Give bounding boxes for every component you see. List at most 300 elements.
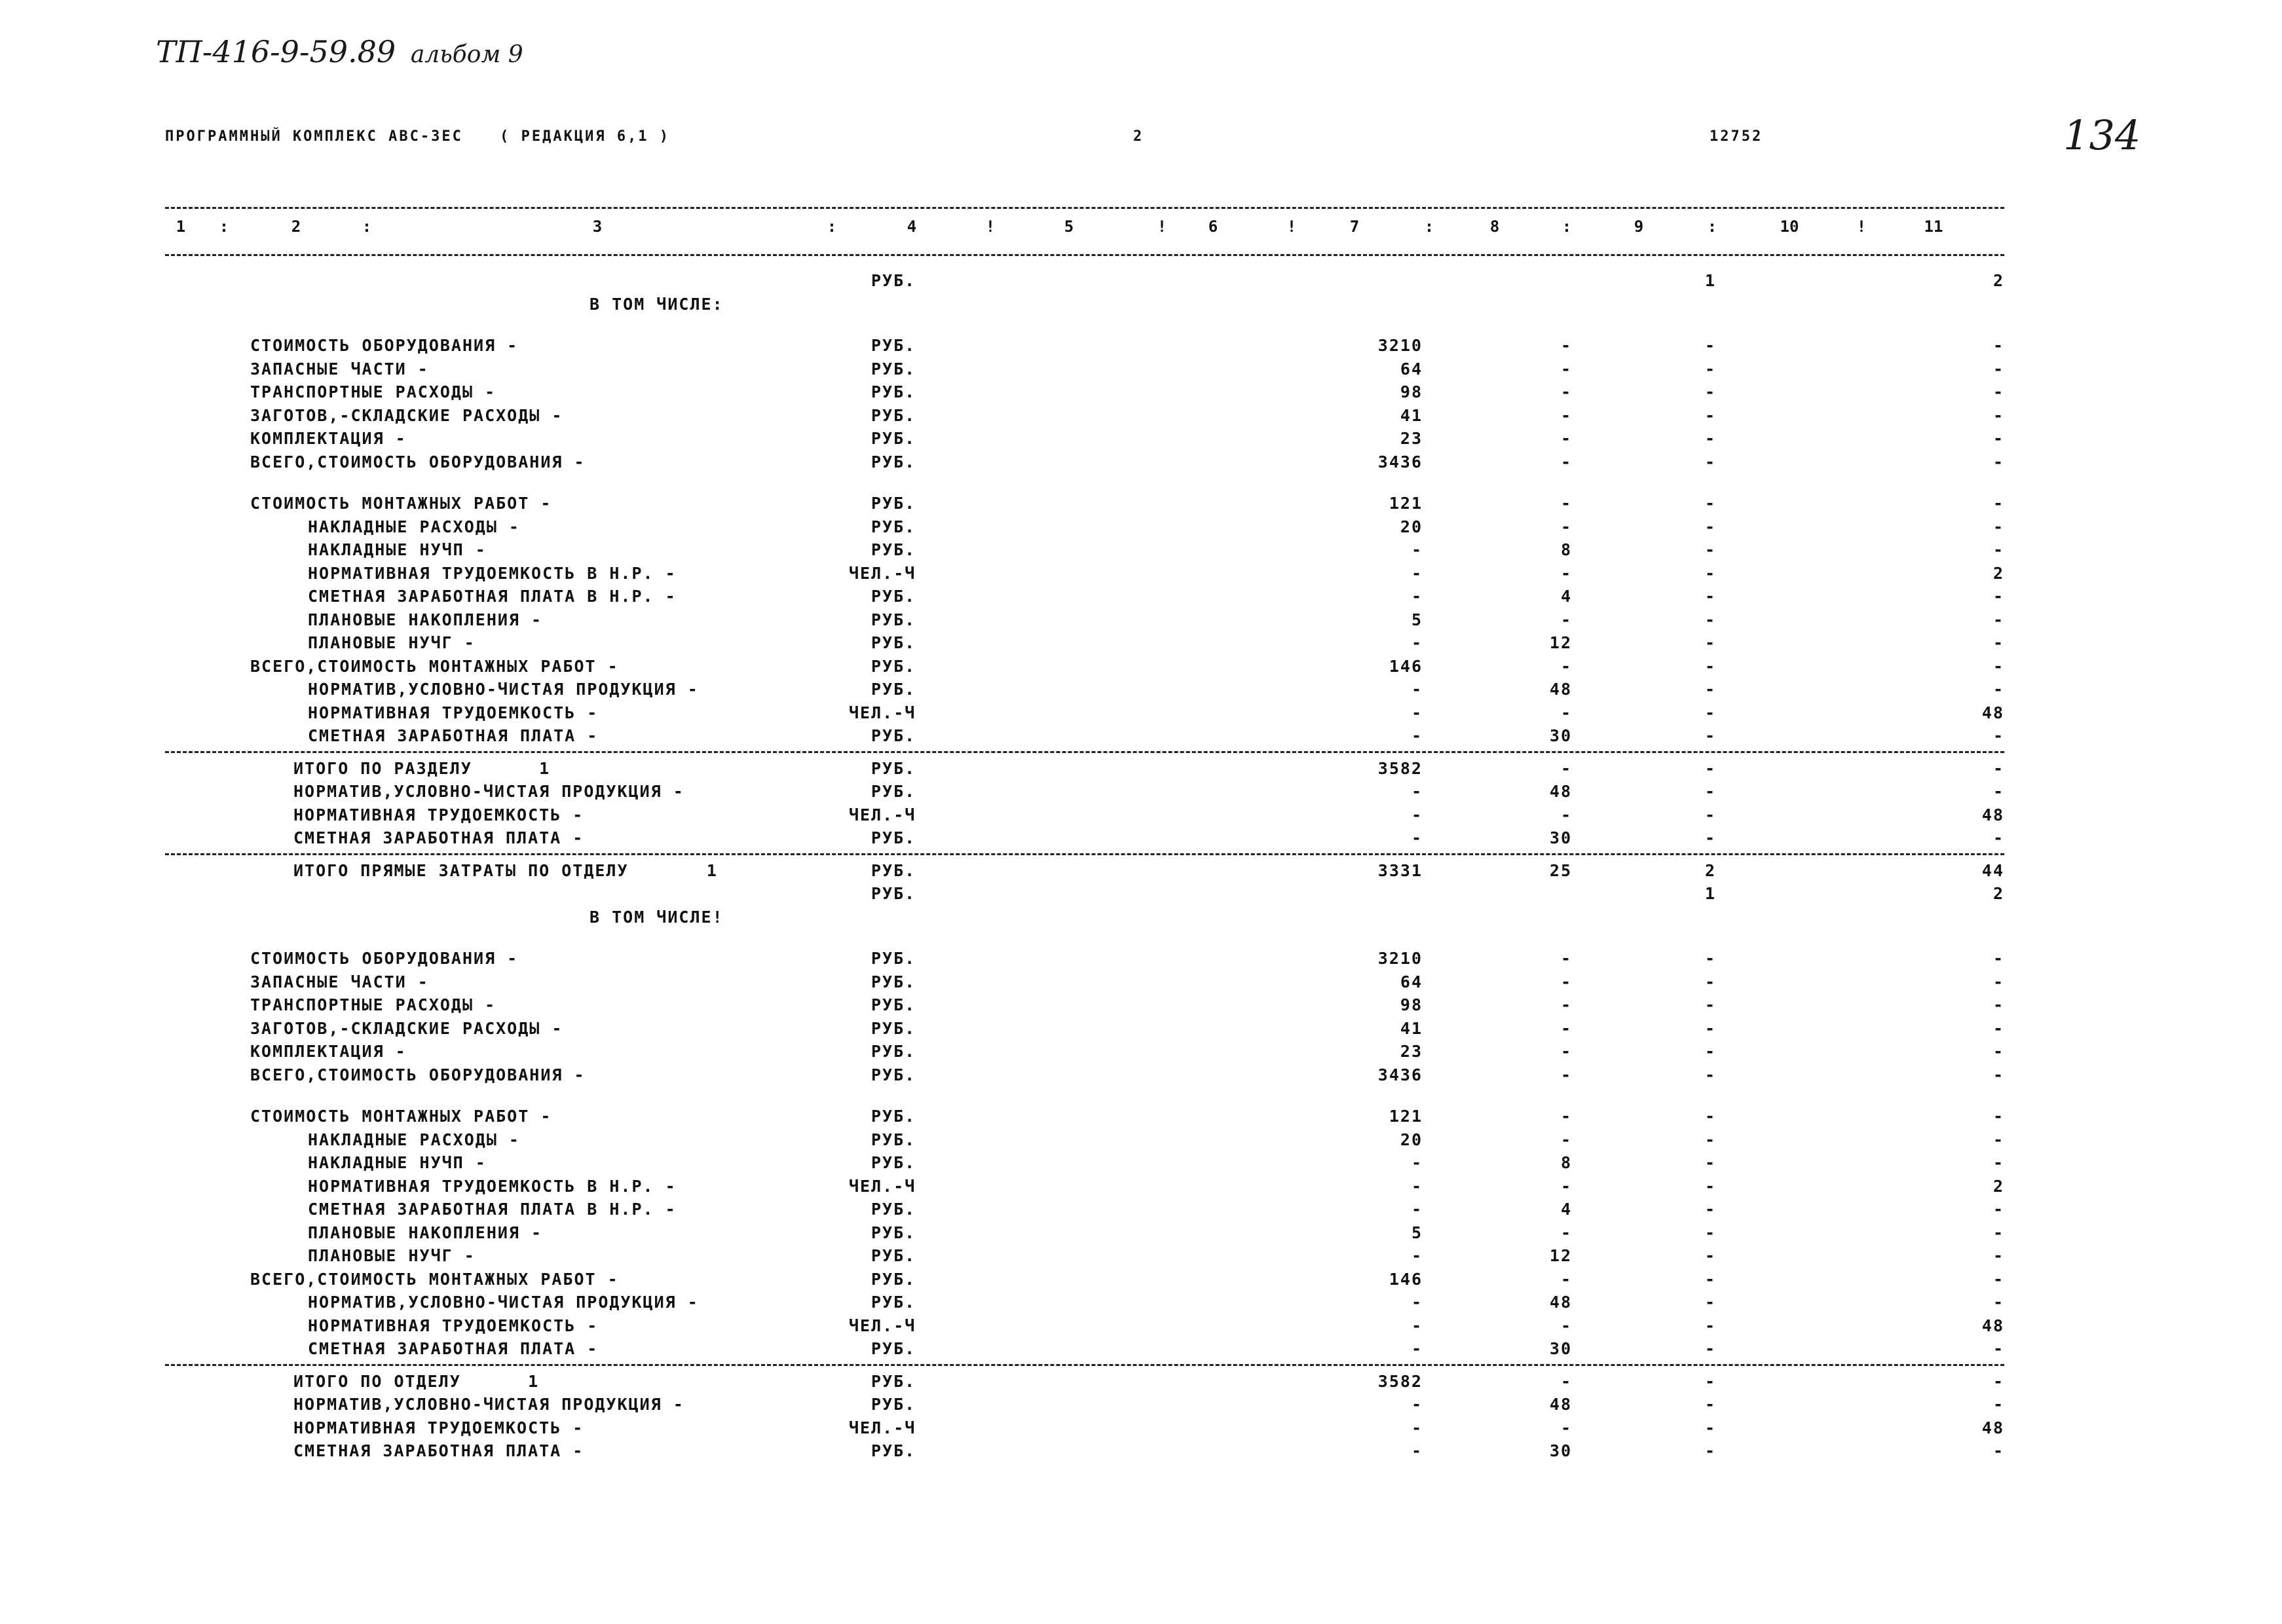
row-value-c9: -: [1704, 828, 1716, 847]
row-value-c11: -: [1992, 494, 2004, 513]
table-row: [0, 1293, 2282, 1315]
row-value-c8: 4: [1560, 587, 1572, 606]
section-rule: [165, 1364, 2004, 1366]
row-value-c7: 3210: [1377, 336, 1423, 355]
column-number-row: [165, 217, 2004, 240]
row-label: НАКЛАДНЫЕ РАСХОДЫ -: [308, 517, 520, 536]
row-unit: РУБ.: [871, 452, 916, 471]
row-value-c8: 12: [1549, 633, 1572, 652]
table-row: [0, 1177, 2282, 1199]
row-label: ПЛАНОВЫЕ НУЧГ -: [308, 633, 476, 652]
row-value-c9: -: [1704, 1269, 1716, 1289]
row-value-c8: -: [1560, 949, 1572, 968]
table-row: [0, 336, 2282, 358]
row-value-c7: -: [1411, 587, 1423, 606]
row-value-c9: -: [1704, 1441, 1716, 1460]
row-label: НОРМАТИВ,УСЛОВНО-ЧИСТАЯ ПРОДУКЦИЯ -: [308, 1293, 699, 1312]
row-value-c9: -: [1704, 1316, 1716, 1335]
row-value-c7: -: [1411, 1418, 1423, 1437]
header-bottom-rule: [165, 254, 2004, 256]
row-value-c7: 64: [1400, 359, 1423, 378]
row-value-c9: -: [1704, 336, 1716, 355]
row-value-c11: -: [1992, 1018, 2004, 1038]
row-label: НОРМАТИВ,УСЛОВНО-ЧИСТАЯ ПРОДУКЦИЯ -: [308, 680, 699, 699]
row-value-c11: -: [1992, 336, 2004, 355]
row-value-c9: -: [1704, 359, 1716, 378]
row-unit: ЧЕЛ.-Ч: [849, 563, 916, 583]
row-value-c7: -: [1411, 540, 1423, 559]
row-unit: РУБ.: [871, 828, 916, 847]
table-row: [0, 382, 2282, 405]
row-value-c9: 1: [1704, 271, 1716, 290]
column-number-15: :: [1562, 217, 1572, 236]
row-value-c8: 30: [1549, 1441, 1572, 1460]
row-value-c7: -: [1411, 563, 1423, 583]
row-value-c7: -: [1411, 703, 1423, 722]
row-value-c11: -: [1992, 1371, 2004, 1391]
row-value-c8: -: [1560, 656, 1572, 676]
row-value-c7: 121: [1389, 494, 1423, 513]
table-row: [0, 1130, 2282, 1153]
row-label: КОМПЛЕКТАЦИЯ -: [250, 1042, 407, 1061]
table-row: [0, 759, 2282, 781]
row-unit: РУБ.: [871, 359, 916, 378]
row-value-c11: 48: [1981, 703, 2004, 722]
row-value-c11: -: [1992, 680, 2004, 699]
column-number-17: :: [1707, 217, 1717, 236]
row-unit: РУБ.: [871, 995, 916, 1014]
row-value-c9: -: [1704, 610, 1716, 629]
row-unit: РУБ.: [871, 1042, 916, 1061]
table-row: [0, 429, 2282, 451]
row-value-c7: 5: [1411, 1223, 1423, 1242]
row-value-c7: 3436: [1377, 452, 1423, 471]
row-value-c8: 48: [1549, 680, 1572, 699]
row-label: СТОИМОСТЬ МОНТАЖНЫХ РАБОТ -: [250, 1107, 552, 1126]
table-row: [0, 540, 2282, 563]
row-value-c9: -: [1704, 1200, 1716, 1219]
column-number-7: !: [985, 217, 996, 236]
row-value-c11: -: [1992, 517, 2004, 536]
table-row: [0, 610, 2282, 633]
row-value-c9: -: [1704, 1223, 1716, 1242]
row-value-c11: -: [1992, 656, 2004, 676]
row-value-c8: -: [1560, 336, 1572, 355]
row-unit: РУБ.: [871, 1153, 916, 1172]
row-unit: РУБ.: [871, 540, 916, 559]
row-value-c9: -: [1704, 1418, 1716, 1437]
row-value-c9: -: [1704, 1293, 1716, 1312]
row-value-c11: 2: [1992, 271, 2004, 290]
row-value-c7: -: [1411, 1339, 1423, 1358]
row-label: НАКЛАДНЫЕ НУЧП -: [308, 540, 487, 559]
row-value-c11: -: [1992, 758, 2004, 778]
row-unit: РУБ.: [871, 336, 916, 355]
row-value-c8: 48: [1549, 1293, 1572, 1312]
row-value-c7: -: [1411, 1246, 1423, 1265]
table-row: [0, 452, 2282, 475]
table-row: [0, 1372, 2282, 1394]
row-value-c8: -: [1560, 972, 1572, 991]
row-value-c7: 121: [1389, 1107, 1423, 1126]
row-value-c9: -: [1704, 972, 1716, 991]
row-value-c11: -: [1992, 782, 2004, 801]
row-value-c8: -: [1560, 1018, 1572, 1038]
row-value-c7: 41: [1400, 405, 1423, 425]
row-value-c8: -: [1560, 1176, 1572, 1196]
row-value-c8: 30: [1549, 1339, 1572, 1358]
row-value-c9: -: [1704, 452, 1716, 471]
row-value-c9: -: [1704, 782, 1716, 801]
row-value-c9: 1: [1704, 884, 1716, 903]
row-value-c9: -: [1704, 758, 1716, 778]
row-unit: РУБ.: [871, 1339, 916, 1358]
row-value-c11: -: [1992, 1130, 2004, 1149]
table-row: [0, 633, 2282, 655]
row-value-c8: 8: [1560, 1153, 1572, 1172]
row-value-c7: 64: [1400, 972, 1423, 991]
row-label: ВСЕГО,СТОИМОСТЬ ОБОРУДОВАНИЯ -: [250, 452, 586, 471]
row-value-c9: -: [1704, 949, 1716, 968]
row-value-c9: -: [1704, 656, 1716, 676]
row-value-c8: -: [1560, 610, 1572, 629]
row-unit: РУБ.: [871, 1065, 916, 1084]
row-label: СМЕТНАЯ ЗАРАБОТНАЯ ПЛАТА -: [293, 1441, 584, 1460]
table-row: [0, 1441, 2282, 1464]
row-label: КОМПЛЕКТАЦИЯ -: [250, 429, 407, 448]
table-row: [0, 726, 2282, 748]
row-value-c9: -: [1704, 703, 1716, 722]
row-label: НОРМАТИВНАЯ ТРУДОЕМКОСТЬ -: [308, 703, 599, 722]
row-value-c9: -: [1704, 1153, 1716, 1172]
column-number-4: 3: [592, 217, 603, 236]
row-unit: РУБ.: [871, 1293, 916, 1312]
header-top-rule: [165, 207, 2004, 209]
row-value-c11: 2: [1992, 884, 2004, 903]
row-label: ЗАПАСНЫЕ ЧАСТИ -: [250, 359, 429, 378]
row-label: ПЛАНОВЫЕ НАКОПЛЕНИЯ -: [308, 610, 543, 629]
table-row: [0, 1042, 2282, 1064]
row-value-c8: 48: [1549, 1395, 1572, 1414]
row-value-c7: 146: [1389, 1269, 1423, 1289]
row-value-c11: 48: [1981, 1316, 2004, 1335]
row-value-c11: -: [1992, 610, 2004, 629]
row-value-c9: -: [1704, 382, 1716, 401]
column-number-3: :: [362, 217, 372, 236]
row-label: СМЕТНАЯ ЗАРАБОТНАЯ ПЛАТА -: [293, 828, 584, 847]
row-value-c8: -: [1560, 359, 1572, 378]
row-unit: РУБ.: [871, 1223, 916, 1242]
row-value-c7: 3582: [1377, 1371, 1423, 1391]
row-value-c8: -: [1560, 1107, 1572, 1126]
document-code: 12752: [1710, 128, 1763, 145]
row-unit: РУБ.: [871, 1371, 916, 1391]
row-value-c11: -: [1992, 995, 2004, 1014]
row-unit: РУБ.: [871, 610, 916, 629]
row-value-c7: -: [1411, 726, 1423, 745]
column-number-19: !: [1856, 217, 1867, 236]
table-row: [0, 828, 2282, 851]
row-value-c7: -: [1411, 1293, 1423, 1312]
row-value-c9: -: [1704, 540, 1716, 559]
table-row: [0, 494, 2282, 516]
row-value-c11: -: [1992, 1153, 2004, 1172]
row-label: ИТОГО ПО ОТДЕЛУ 1: [293, 1371, 540, 1391]
program-title: [165, 128, 670, 145]
row-unit: РУБ.: [871, 1200, 916, 1219]
row-unit: РУБ.: [871, 758, 916, 778]
table-row: [0, 908, 2282, 930]
row-value-c7: -: [1411, 1200, 1423, 1219]
row-label: ЗАГОТОВ,-СКЛАДСКИЕ РАСХОДЫ -: [250, 405, 563, 425]
row-label: ВСЕГО,СТОИМОСТЬ МОНТАЖНЫХ РАБОТ -: [250, 656, 619, 676]
row-label: В ТОМ ЧИСЛЕ!: [589, 907, 724, 927]
row-value-c9: -: [1704, 1395, 1716, 1414]
row-value-c9: -: [1704, 1176, 1716, 1196]
row-value-c8: -: [1560, 805, 1572, 824]
row-value-c11: 48: [1981, 805, 2004, 824]
row-label: ВСЕГО,СТОИМОСТЬ ОБОРУДОВАНИЯ -: [250, 1065, 586, 1084]
row-value-c11: -: [1992, 429, 2004, 448]
row-value-c11: -: [1992, 1339, 2004, 1358]
row-value-c7: -: [1411, 828, 1423, 847]
row-unit: РУБ.: [871, 1018, 916, 1038]
handwritten-page-number: 134: [2063, 111, 2141, 159]
table-row: [0, 1395, 2282, 1417]
row-unit: РУБ.: [871, 1269, 916, 1289]
table-row: [0, 587, 2282, 609]
row-unit: РУБ.: [871, 726, 916, 745]
row-unit: ЧЕЛ.-Ч: [849, 1418, 916, 1437]
section-rule: [165, 751, 2004, 753]
table-row: [0, 949, 2282, 971]
row-value-c7: -: [1411, 782, 1423, 801]
row-value-c9: -: [1704, 805, 1716, 824]
row-value-c11: -: [1992, 1200, 2004, 1219]
row-label: СМЕТНАЯ ЗАРАБОТНАЯ ПЛАТА -: [308, 726, 599, 745]
row-unit: РУБ.: [871, 1395, 916, 1414]
row-unit: РУБ.: [871, 271, 916, 290]
row-value-c11: -: [1992, 1223, 2004, 1242]
row-unit: РУБ.: [871, 429, 916, 448]
row-value-c8: 4: [1560, 1200, 1572, 1219]
row-value-c9: -: [1704, 995, 1716, 1014]
row-value-c11: 2: [1992, 1176, 2004, 1196]
column-number-8: 5: [1064, 217, 1074, 236]
table-row: [0, 782, 2282, 804]
row-value-c8: -: [1560, 995, 1572, 1014]
row-value-c11: 48: [1981, 1418, 2004, 1437]
row-value-c7: -: [1411, 805, 1423, 824]
row-label: СТОИМОСТЬ ОБОРУДОВАНИЯ -: [250, 949, 519, 968]
table-row: [0, 805, 2282, 828]
handwritten-code: [156, 34, 523, 69]
row-unit: РУБ.: [871, 1441, 916, 1460]
table-row: [0, 995, 2282, 1018]
row-value-c11: -: [1992, 1042, 2004, 1061]
table-row: [0, 1019, 2282, 1041]
row-unit: РУБ.: [871, 405, 916, 425]
row-value-c7: 3582: [1377, 758, 1423, 778]
row-unit: ЧЕЛ.-Ч: [849, 703, 916, 722]
row-value-c8: -: [1560, 1223, 1572, 1242]
row-value-c8: 8: [1560, 540, 1572, 559]
row-value-c7: 3210: [1377, 949, 1423, 968]
row-value-c9: -: [1704, 429, 1716, 448]
row-label: ЗАГОТОВ,-СКЛАДСКИЕ РАСХОДЫ -: [250, 1018, 563, 1038]
row-value-c11: -: [1992, 1395, 2004, 1414]
row-label: СМЕТНАЯ ЗАРАБОТНАЯ ПЛАТА В Н.Р. -: [308, 1200, 677, 1219]
row-value-c7: 5: [1411, 610, 1423, 629]
table-row: [0, 861, 2282, 883]
row-label: ТРАНСПОРТНЫЕ РАСХОДЫ -: [250, 382, 496, 401]
row-value-c8: -: [1560, 703, 1572, 722]
row-unit: ЧЕЛ.-Ч: [849, 1176, 916, 1196]
row-label: НОРМАТИВНАЯ ТРУДОЕМКОСТЬ В Н.Р. -: [308, 563, 677, 583]
row-label: ИТОГО ПО РАЗДЕЛУ 1: [293, 758, 551, 778]
row-value-c9: -: [1704, 633, 1716, 652]
row-label: СТОИМОСТЬ ОБОРУДОВАНИЯ -: [250, 336, 519, 355]
row-unit: РУБ.: [871, 972, 916, 991]
row-value-c8: -: [1560, 1065, 1572, 1084]
row-unit: РУБ.: [871, 517, 916, 536]
table-row: [0, 1065, 2282, 1088]
row-value-c9: -: [1704, 680, 1716, 699]
section-rule: [165, 853, 2004, 855]
row-value-c7: -: [1411, 1176, 1423, 1196]
column-number-12: 7: [1349, 217, 1360, 236]
row-value-c8: -: [1560, 494, 1572, 513]
row-unit: РУБ.: [871, 860, 916, 880]
row-value-c7: -: [1411, 1395, 1423, 1414]
row-value-c11: -: [1992, 452, 2004, 471]
row-value-c9: -: [1704, 1371, 1716, 1391]
row-value-c11: -: [1992, 949, 2004, 968]
row-value-c8: -: [1560, 517, 1572, 536]
row-value-c11: -: [1992, 540, 2004, 559]
row-unit: РУБ.: [871, 633, 916, 652]
row-value-c7: -: [1411, 680, 1423, 699]
table-row: [0, 657, 2282, 679]
row-value-c9: -: [1704, 517, 1716, 536]
row-value-c7: 20: [1400, 517, 1423, 536]
row-unit: РУБ.: [871, 1130, 916, 1149]
row-label: НОРМАТИВ,УСЛОВНО-ЧИСТАЯ ПРОДУКЦИЯ -: [293, 1395, 684, 1414]
row-value-c7: -: [1411, 1441, 1423, 1460]
row-value-c8: -: [1560, 452, 1572, 471]
row-value-c8: -: [1560, 1371, 1572, 1391]
row-value-c9: -: [1704, 1130, 1716, 1149]
column-number-9: !: [1157, 217, 1167, 236]
column-number-10: 6: [1208, 217, 1218, 236]
row-value-c8: 12: [1549, 1246, 1572, 1265]
row-value-c11: -: [1992, 972, 2004, 991]
row-unit: РУБ.: [871, 494, 916, 513]
row-value-c9: -: [1704, 587, 1716, 606]
table-row: [0, 295, 2282, 317]
column-number-14: 8: [1489, 217, 1500, 236]
column-number-6: 4: [907, 217, 917, 236]
column-number-5: :: [827, 217, 837, 236]
row-value-c8: 48: [1549, 782, 1572, 801]
row-value-c9: -: [1704, 1065, 1716, 1084]
row-value-c7: 3331: [1377, 860, 1423, 880]
table-row: [0, 1223, 2282, 1246]
row-value-c8: 25: [1549, 860, 1572, 880]
row-label: НОРМАТИВНАЯ ТРУДОЕМКОСТЬ -: [293, 805, 584, 824]
row-value-c8: 30: [1549, 828, 1572, 847]
handwritten-code-text: ТП-416-9-59.89: [156, 34, 396, 69]
row-value-c11: -: [1992, 633, 2004, 652]
row-value-c8: -: [1560, 1269, 1572, 1289]
row-value-c8: -: [1560, 1130, 1572, 1149]
column-number-13: :: [1424, 217, 1434, 236]
row-value-c11: -: [1992, 587, 2004, 606]
column-number-11: !: [1286, 217, 1297, 236]
row-value-c11: -: [1992, 1293, 2004, 1312]
row-value-c8: -: [1560, 1418, 1572, 1437]
row-label: НАКЛАДНЫЕ НУЧП -: [308, 1153, 487, 1172]
row-label: В ТОМ ЧИСЛЕ:: [589, 294, 724, 314]
row-label: ЗАПАСНЫЕ ЧАСТИ -: [250, 972, 429, 991]
row-unit: ЧЕЛ.-Ч: [849, 1316, 916, 1335]
table-row: [0, 703, 2282, 726]
row-label: ИТОГО ПРЯМЫЕ ЗАТРАТЫ ПО ОТДЕЛУ 1: [293, 860, 718, 880]
row-value-c7: 98: [1400, 995, 1423, 1014]
row-value-c8: 30: [1549, 726, 1572, 745]
row-value-c7: 23: [1400, 429, 1423, 448]
program-edition: ( РЕДАКЦИЯ 6,1 ): [500, 128, 671, 145]
row-label: НОРМАТИВНАЯ ТРУДОЕМКОСТЬ В Н.Р. -: [308, 1176, 677, 1196]
page-number: 2: [1133, 128, 1144, 145]
table-row: [0, 564, 2282, 586]
row-label: ТРАНСПОРТНЫЕ РАСХОДЫ -: [250, 995, 496, 1014]
row-value-c9: -: [1704, 1246, 1716, 1265]
row-label: НОРМАТИВ,УСЛОВНО-ЧИСТАЯ ПРОДУКЦИЯ -: [293, 782, 684, 801]
row-value-c9: 2: [1704, 860, 1716, 880]
row-value-c9: -: [1704, 726, 1716, 745]
row-value-c7: -: [1411, 1316, 1423, 1335]
row-value-c11: -: [1992, 1246, 2004, 1265]
row-value-c7: 98: [1400, 382, 1423, 401]
row-value-c11: -: [1992, 726, 2004, 745]
row-value-c9: -: [1704, 1339, 1716, 1358]
row-value-c9: -: [1704, 1107, 1716, 1126]
row-value-c11: -: [1992, 1441, 2004, 1460]
column-number-1: :: [219, 217, 229, 236]
row-value-c7: -: [1411, 1153, 1423, 1172]
table-row: [0, 406, 2282, 428]
row-value-c9: -: [1704, 1042, 1716, 1061]
column-number-2: 2: [291, 217, 301, 236]
row-label: ПЛАНОВЫЕ НАКОПЛЕНИЯ -: [308, 1223, 543, 1242]
row-label: ВСЕГО,СТОИМОСТЬ МОНТАЖНЫХ РАБОТ -: [250, 1269, 619, 1289]
row-value-c8: -: [1560, 563, 1572, 583]
row-unit: РУБ.: [871, 587, 916, 606]
column-number-0: 1: [176, 217, 186, 236]
row-value-c7: -: [1411, 633, 1423, 652]
row-unit: ЧЕЛ.-Ч: [849, 805, 916, 824]
row-value-c8: -: [1560, 1316, 1572, 1335]
row-unit: РУБ.: [871, 1246, 916, 1265]
row-label: СМЕТНАЯ ЗАРАБОТНАЯ ПЛАТА -: [308, 1339, 599, 1358]
row-label: СТОИМОСТЬ МОНТАЖНЫХ РАБОТ -: [250, 494, 552, 513]
row-value-c11: -: [1992, 1269, 2004, 1289]
row-value-c11: -: [1992, 359, 2004, 378]
row-value-c9: -: [1704, 563, 1716, 583]
table-row: [0, 1418, 2282, 1441]
row-unit: РУБ.: [871, 884, 916, 903]
